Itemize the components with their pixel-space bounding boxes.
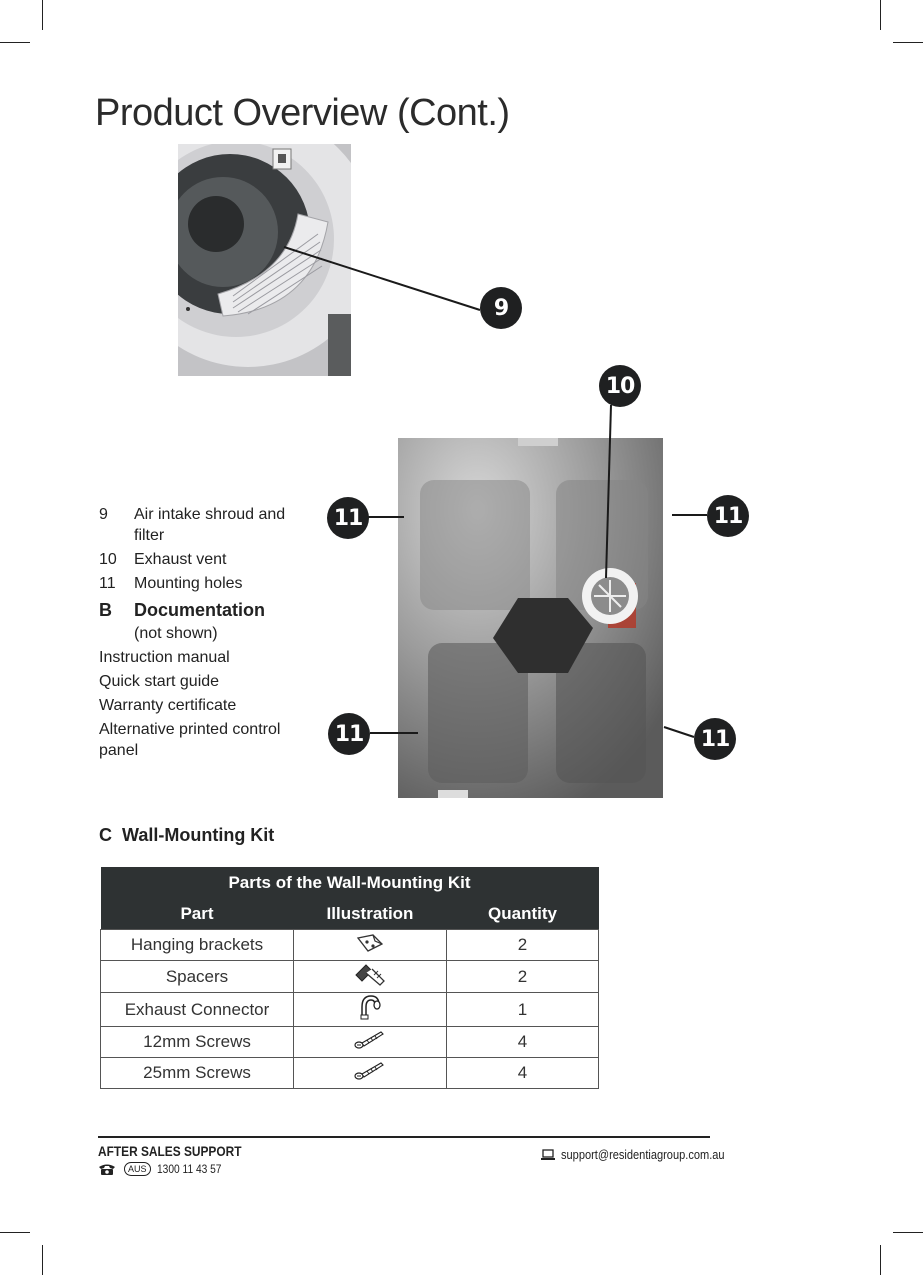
legend-text: Mounting holes bbox=[134, 575, 243, 592]
legend-item bbox=[99, 505, 285, 524]
legend-num: 10 bbox=[99, 551, 117, 568]
illustration-cell bbox=[294, 1058, 447, 1089]
section-c-title: Wall-Mounting Kit bbox=[122, 825, 275, 845]
legend-num: 11 bbox=[99, 575, 116, 592]
support-phone: 1300 11 43 57 bbox=[156, 1162, 221, 1176]
section-b-heading bbox=[99, 600, 265, 622]
quantity: 4 bbox=[447, 1027, 599, 1058]
legend-item bbox=[99, 574, 243, 593]
footer-divider bbox=[98, 1136, 710, 1138]
callout-11-left-top: 11 bbox=[327, 497, 369, 539]
table-row bbox=[101, 1027, 599, 1058]
part-name: Hanging brackets bbox=[101, 930, 294, 961]
callout-11-right-bottom: 11 bbox=[694, 718, 736, 760]
callout-10: 10 bbox=[599, 365, 641, 407]
doc-item: Warranty certificate bbox=[99, 697, 237, 714]
region-badge: AUS bbox=[124, 1162, 151, 1176]
legend-item bbox=[99, 550, 227, 569]
quantity: 2 bbox=[447, 930, 599, 961]
illustration-cell bbox=[294, 930, 447, 961]
support-phone-line bbox=[98, 1162, 232, 1176]
illustration-cell bbox=[294, 961, 447, 993]
legend-text: Exhaust vent bbox=[134, 551, 227, 568]
after-sales-support-label: AFTER SALES SUPPORT bbox=[98, 1143, 242, 1159]
table-row bbox=[101, 961, 599, 993]
section-c-heading bbox=[99, 825, 274, 846]
column-header-part: Part bbox=[101, 898, 294, 930]
table-row bbox=[101, 993, 599, 1027]
legend-num: 9 bbox=[99, 506, 108, 523]
exhaust-connector-icon bbox=[358, 993, 382, 1021]
table-caption: Parts of the Wall-Mounting Kit bbox=[101, 867, 599, 898]
quantity: 4 bbox=[447, 1058, 599, 1089]
doc-item: Alternative printed control bbox=[99, 721, 281, 738]
illustration-cell bbox=[294, 993, 447, 1027]
callout-9: 9 bbox=[480, 287, 522, 329]
illustration-cell bbox=[294, 1027, 447, 1058]
screw-icon bbox=[353, 1060, 387, 1082]
bracket-icon bbox=[355, 932, 385, 954]
column-header-illustration: Illustration bbox=[294, 898, 447, 930]
screw-icon bbox=[353, 1029, 387, 1051]
support-email[interactable]: support@residentiagroup.com.au bbox=[561, 1147, 725, 1162]
part-name: 12mm Screws bbox=[101, 1027, 294, 1058]
telephone-icon bbox=[98, 1163, 116, 1176]
table-row bbox=[101, 930, 599, 961]
spacer-icon bbox=[350, 961, 390, 987]
legend-text: Air intake shroud and bbox=[134, 506, 286, 523]
table-row bbox=[101, 1058, 599, 1089]
part-name: Spacers bbox=[101, 961, 294, 993]
callout-11-right-top: 11 bbox=[707, 495, 749, 537]
section-c-letter: C bbox=[99, 825, 112, 845]
column-header-quantity: Quantity bbox=[447, 898, 599, 930]
doc-item: Instruction manual bbox=[99, 649, 230, 666]
support-email-line bbox=[541, 1147, 753, 1162]
section-b-note: (not shown) bbox=[134, 625, 218, 642]
callout-11-left-bottom: 11 bbox=[328, 713, 370, 755]
doc-item: panel bbox=[99, 742, 139, 759]
laptop-icon bbox=[541, 1149, 555, 1161]
section-b-letter: B bbox=[99, 600, 112, 620]
part-name: 25mm Screws bbox=[101, 1058, 294, 1089]
quantity: 1 bbox=[447, 993, 599, 1027]
section-b-title: Documentation bbox=[134, 600, 266, 620]
quantity: 2 bbox=[447, 961, 599, 993]
wall-mounting-kit-table bbox=[100, 867, 599, 1089]
doc-item: Quick start guide bbox=[99, 673, 220, 690]
legend-text-cont: filter bbox=[134, 527, 165, 544]
page-title: Product Overview (Cont.) bbox=[95, 92, 510, 134]
part-name: Exhaust Connector bbox=[101, 993, 294, 1027]
